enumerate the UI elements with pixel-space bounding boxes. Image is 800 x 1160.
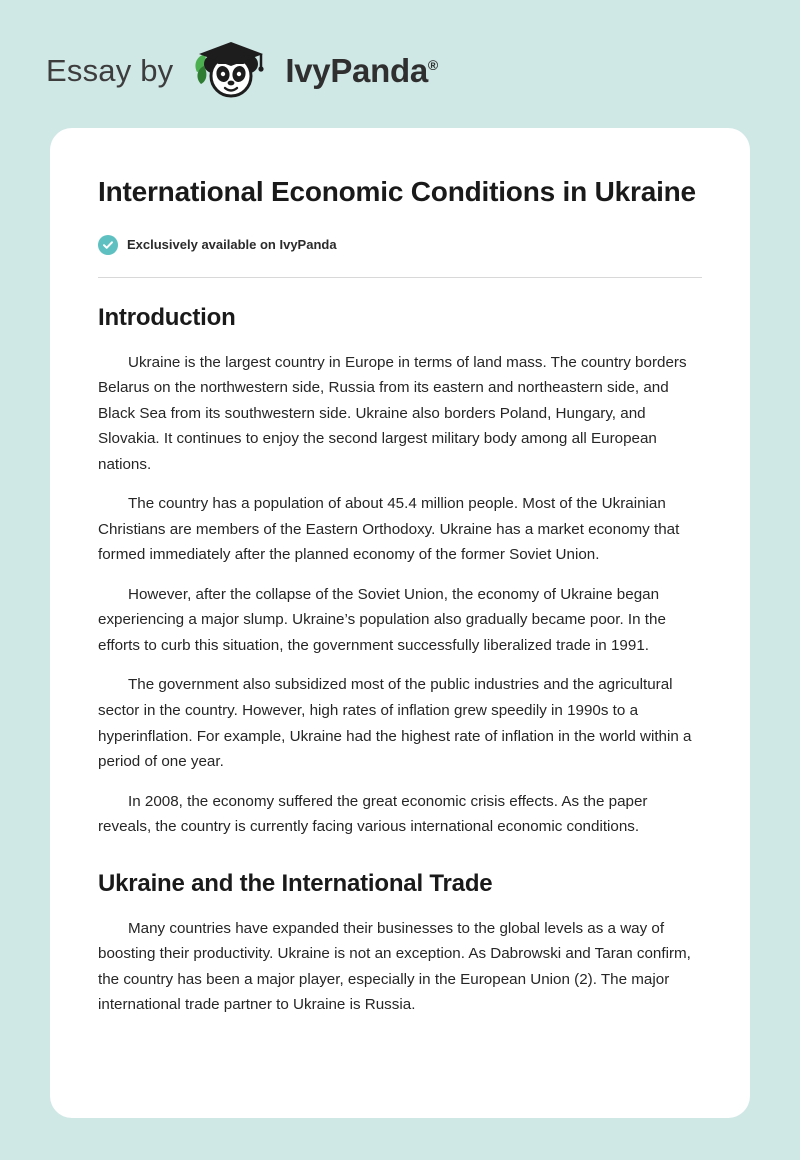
page-title: International Economic Conditions in Ukraine [98, 176, 696, 207]
brand-header [0, 0, 800, 108]
exclusive-badge [98, 235, 702, 255]
ivypanda-logo[interactable] [187, 38, 438, 104]
paragraph: The government also subsidized most of the public industries and the agricultural sector in the country. However, high rates of inflation grew speedily in 1990s to a hyperinflation. For example, Ukraine had the highest rate of inflation in the world within a period of one year. [98, 676, 692, 771]
document-card [50, 128, 750, 1118]
essay-by-label: Essay by [46, 53, 174, 88]
paragraph: In 2008, the economy suffered the great economic crisis effects. As the paper reveals, the country is currently facing various international economic conditions. [98, 792, 648, 836]
section-heading-introduction: Introduction [98, 303, 236, 331]
paragraph: However, after the collapse of the Soviet Union, the economy of Ukraine began experiencing a major slump. Ukraine’s population also gradually became poor. In the efforts to curb this situation, the government successfully liberalized trade in 1991. [98, 585, 666, 654]
registered-mark: ® [427, 57, 438, 73]
paragraph: Ukraine is the largest country in Europe in terms of land mass. The country borders Belarus on the northwestern side, Russia from its eastern and northeastern side, and Black Sea from its southwestern side. Ukraine also borders Poland, Hungary, and Slovakia. It continues to enjoy the second largest military body among all European nations. [98, 353, 687, 473]
panda-graduate-icon [187, 38, 279, 104]
title-divider [98, 277, 702, 278]
brand-name-text: IvyPanda [285, 52, 428, 89]
paragraph: The country has a population of about 45.4 million people. Most of the Ukrainian Christians are members of the Eastern Orthodoxy. Ukraine has a market economy that formed immediately after the planned economy of the former Soviet Union. [98, 495, 680, 564]
brand-name [285, 52, 438, 90]
section-heading-ukraine-international-trade: Ukraine and the International Trade [98, 869, 493, 897]
paragraph: Many countries have expanded their businesses to the global levels as a way of boosting their productivity. Ukraine is not an exception. As Dabrowski and Taran confirm, the country has been a major player, especially in the European Union (2). The major international trade partner to Ukraine is Russia. [98, 919, 691, 1014]
exclusive-badge-label: Exclusively available on IvyPanda [127, 237, 337, 253]
check-circle-icon [98, 235, 118, 255]
